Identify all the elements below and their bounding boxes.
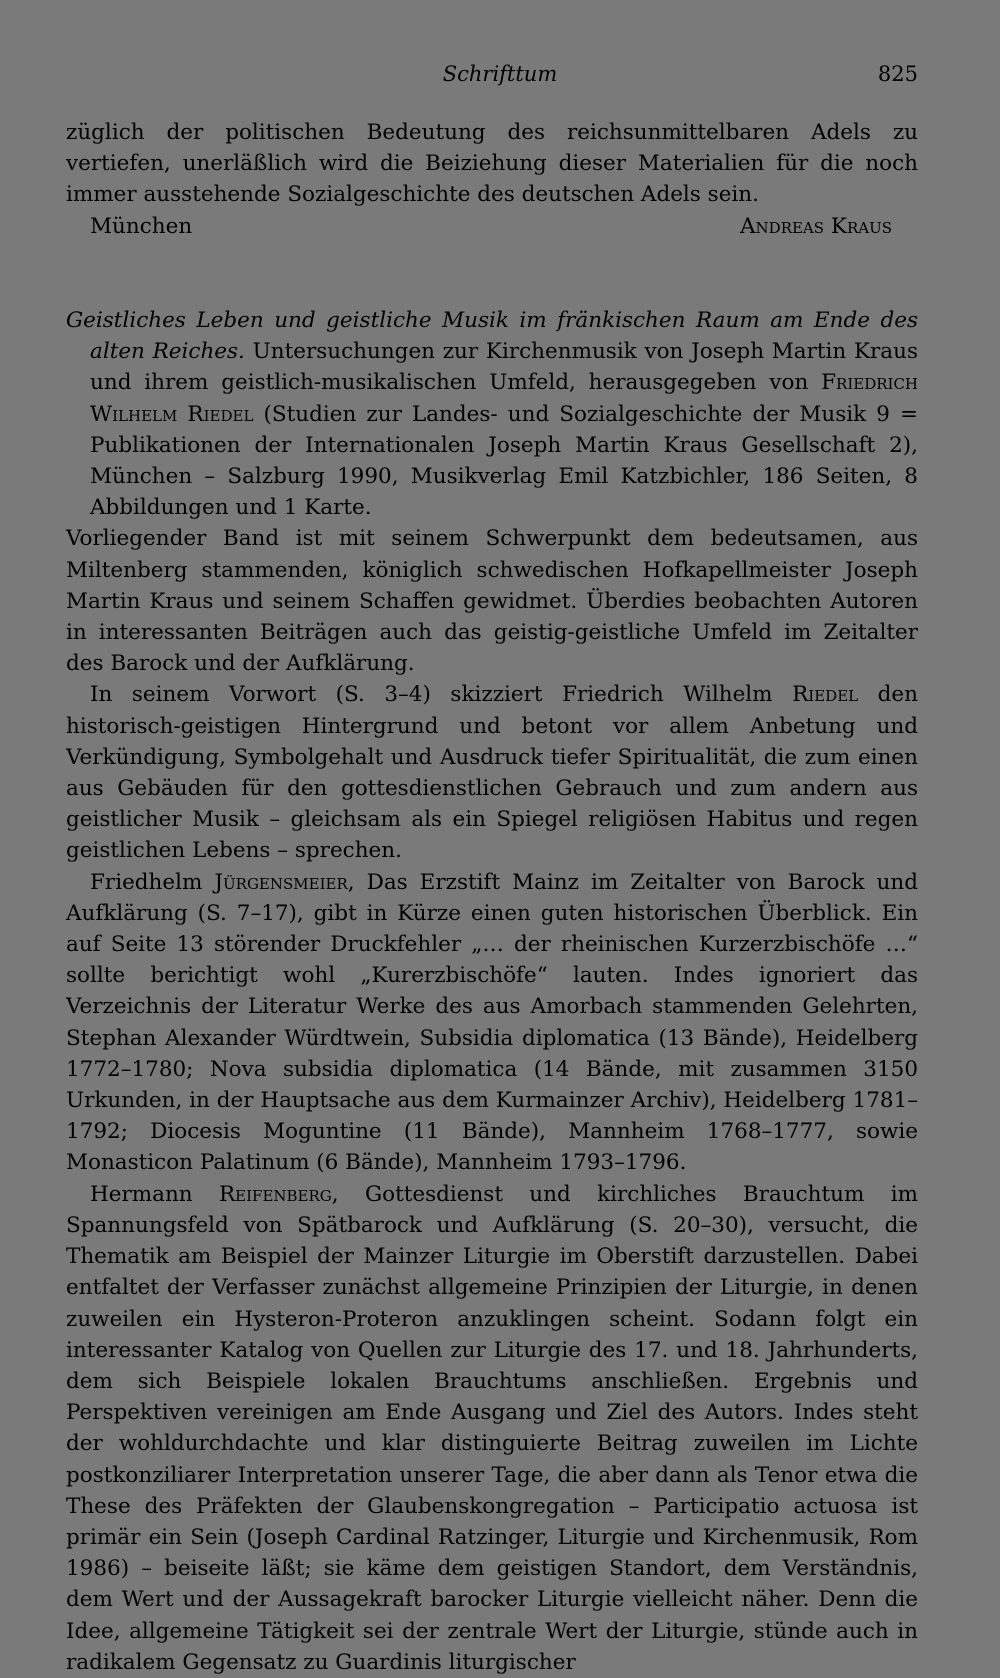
bib-text-1: Untersuchungen zur Kirchenmusik von Joseph Martin Kraus und ihrem geistlich-musikalischen Umfeld, herausgegeben von bbox=[90, 339, 918, 396]
book-title: Geistliches Leben und geistliche Musik im fränkischen Raum am Ende des alten Reiches. bbox=[66, 308, 918, 365]
closing-paragraph: züglich der politischen Bedeutung des reichsunmittelbaren Adels zu vertiefen, unerläßlich wird die Beiziehung dieser Materialien für die noch immer ausstehende Sozialgeschichte des deutschen Adels sein. bbox=[66, 120, 918, 208]
review-section bbox=[66, 305, 918, 1678]
review-paragraph-1: Vorliegender Band ist mit seinem Schwerpunkt dem bedeutsamen, aus Miltenberg stammenden, königlich schwedischen Hofkapellmeister Joseph Martin Kraus und seinem Schaffen gewidmet. Überdies beobachten Autoren in interessanten Beiträgen auch das geistig-geistliche Umfeld im Zeitalter des Barock und der Aufklärung. bbox=[66, 526, 918, 677]
page-number: 825 bbox=[877, 62, 918, 86]
p4-text-a: Hermann bbox=[90, 1181, 219, 1207]
review-paragraph-3 bbox=[66, 867, 918, 1179]
p4-text-b: , Gottesdienst und kirchliches Brauchtum im Spannungsfeld von Spätbarock und Aufklärung (S. 20–30), versucht, die Thematik am Beispiel der Mainzer Liturgie im Oberstift darzustellen. Dabei entfaltet der Verfasser zunächst allgemeine Prinzipien der Liturgie, in denen zuweilen ein Hysteron-Proteron anzuklingen scheint. Sodann folgt ein interessanter Katalog von Quellen zur Liturgie des 17. und 18. Jahrhunderts, dem sich Beispiele lokalen Brauchtums anschließen. Ergebnis und Perspektiven vereinigen am Ende Ausgang und Ziel des Autors. Indes steht der wohldurchdachte und klar distinguierte Beitrag zuweilen im Lichte postkonziliarer Interpretation unserer Tage, die aber dann als Tenor etwa die These des Präfekten der Glaubenskongregation – Participatio actuosa ist primär ein Sein (Joseph Cardinal Ratzinger, Liturgie und Kirchenmusik, Rom 1986) – beiseite läßt; sie käme dem geistigen Standort, dem Verständnis, dem Wert und der Aussagekraft barocker Liturgie vielleicht näher. Denn die Idee, allgemeine Tätigkeit sei der zentrale Wert der Liturgie, stünde auch in radikalem Gegensatz zu Guardinis liturgischer bbox=[66, 1181, 918, 1675]
running-title: Schrifttum bbox=[442, 62, 558, 86]
p3-text-a: Friedhelm bbox=[90, 869, 215, 895]
p2-text-b: den historisch-geistigen Hintergrund und betont vor allem Anbetung und Verkündigung, Symbolgehalt und Ausdruck tiefer Spiritualität, die zum einen aus Gebäuden für den gottesdienstlichen Gebrauch und zum andern aus geistlicher Musik – gleichsam als ein Spiegel religiösen Habitus und regen geistlichen Lebens – sprechen. bbox=[66, 682, 918, 864]
bibliographic-entry bbox=[66, 305, 918, 523]
signature-line bbox=[66, 211, 918, 242]
author-name-reifenberg: Reifenberg bbox=[218, 1181, 332, 1207]
editor-name: Friedrich Wilhelm Riedel bbox=[90, 370, 918, 427]
bib-text-2: (Studien zur Landes- und Sozialgeschichte der Musik 9 = Publikationen der Internationalen Joseph Martin Kraus Gesellschaft 2), München – Salzburg 1990, Musikverlag Emil Katzbichler, 186 Seiten, 8 Abbildungen und 1 Karte. bbox=[90, 401, 918, 521]
previous-review-end bbox=[66, 117, 918, 242]
author-name-juergensmeier: Jürgensmeier bbox=[214, 869, 348, 895]
running-header bbox=[0, 58, 1000, 92]
reviewer-name: Andreas Kraus bbox=[740, 213, 892, 239]
p2-text-a: In seinem Vorwort (S. 3–4) skizziert Friedrich Wilhelm bbox=[90, 682, 793, 708]
review-paragraph-4 bbox=[66, 1179, 918, 1678]
review-paragraph-2 bbox=[66, 679, 918, 866]
signature-place: München bbox=[90, 213, 193, 239]
author-name-riedel: Riedel bbox=[792, 682, 859, 708]
p3-text-b: , Das Erzstift Mainz im Zeitalter von Barock und Aufklärung (S. 7–17), gibt in Kürze einen guten historischen Überblick. Ein auf Seite 13 störender Druckfehler „… der rheinischen Kurzerzbischöfe …“ sollte berichtigt wohl „Kurerzbischöfe“ lauten. Indes ignoriert das Verzeichnis der Literatur Werke des aus Amorbach stammenden Gelehrten, Stephan Alexander Würdtwein, Subsidia diplomatica (13 Bände), Heidelberg 1772–1780; Nova subsidia diplomatica (14 Bände, mit zusammen 3150 Urkunden, in der Hauptsache aus dem Kurmainzer Archiv), Heidelberg 1781–1792; Diocesis Moguntine (11 Bände), Mannheim 1768–1777, sowie Monasticon Palatinum (6 Bände), Mannheim 1793–1796. bbox=[66, 869, 918, 1176]
